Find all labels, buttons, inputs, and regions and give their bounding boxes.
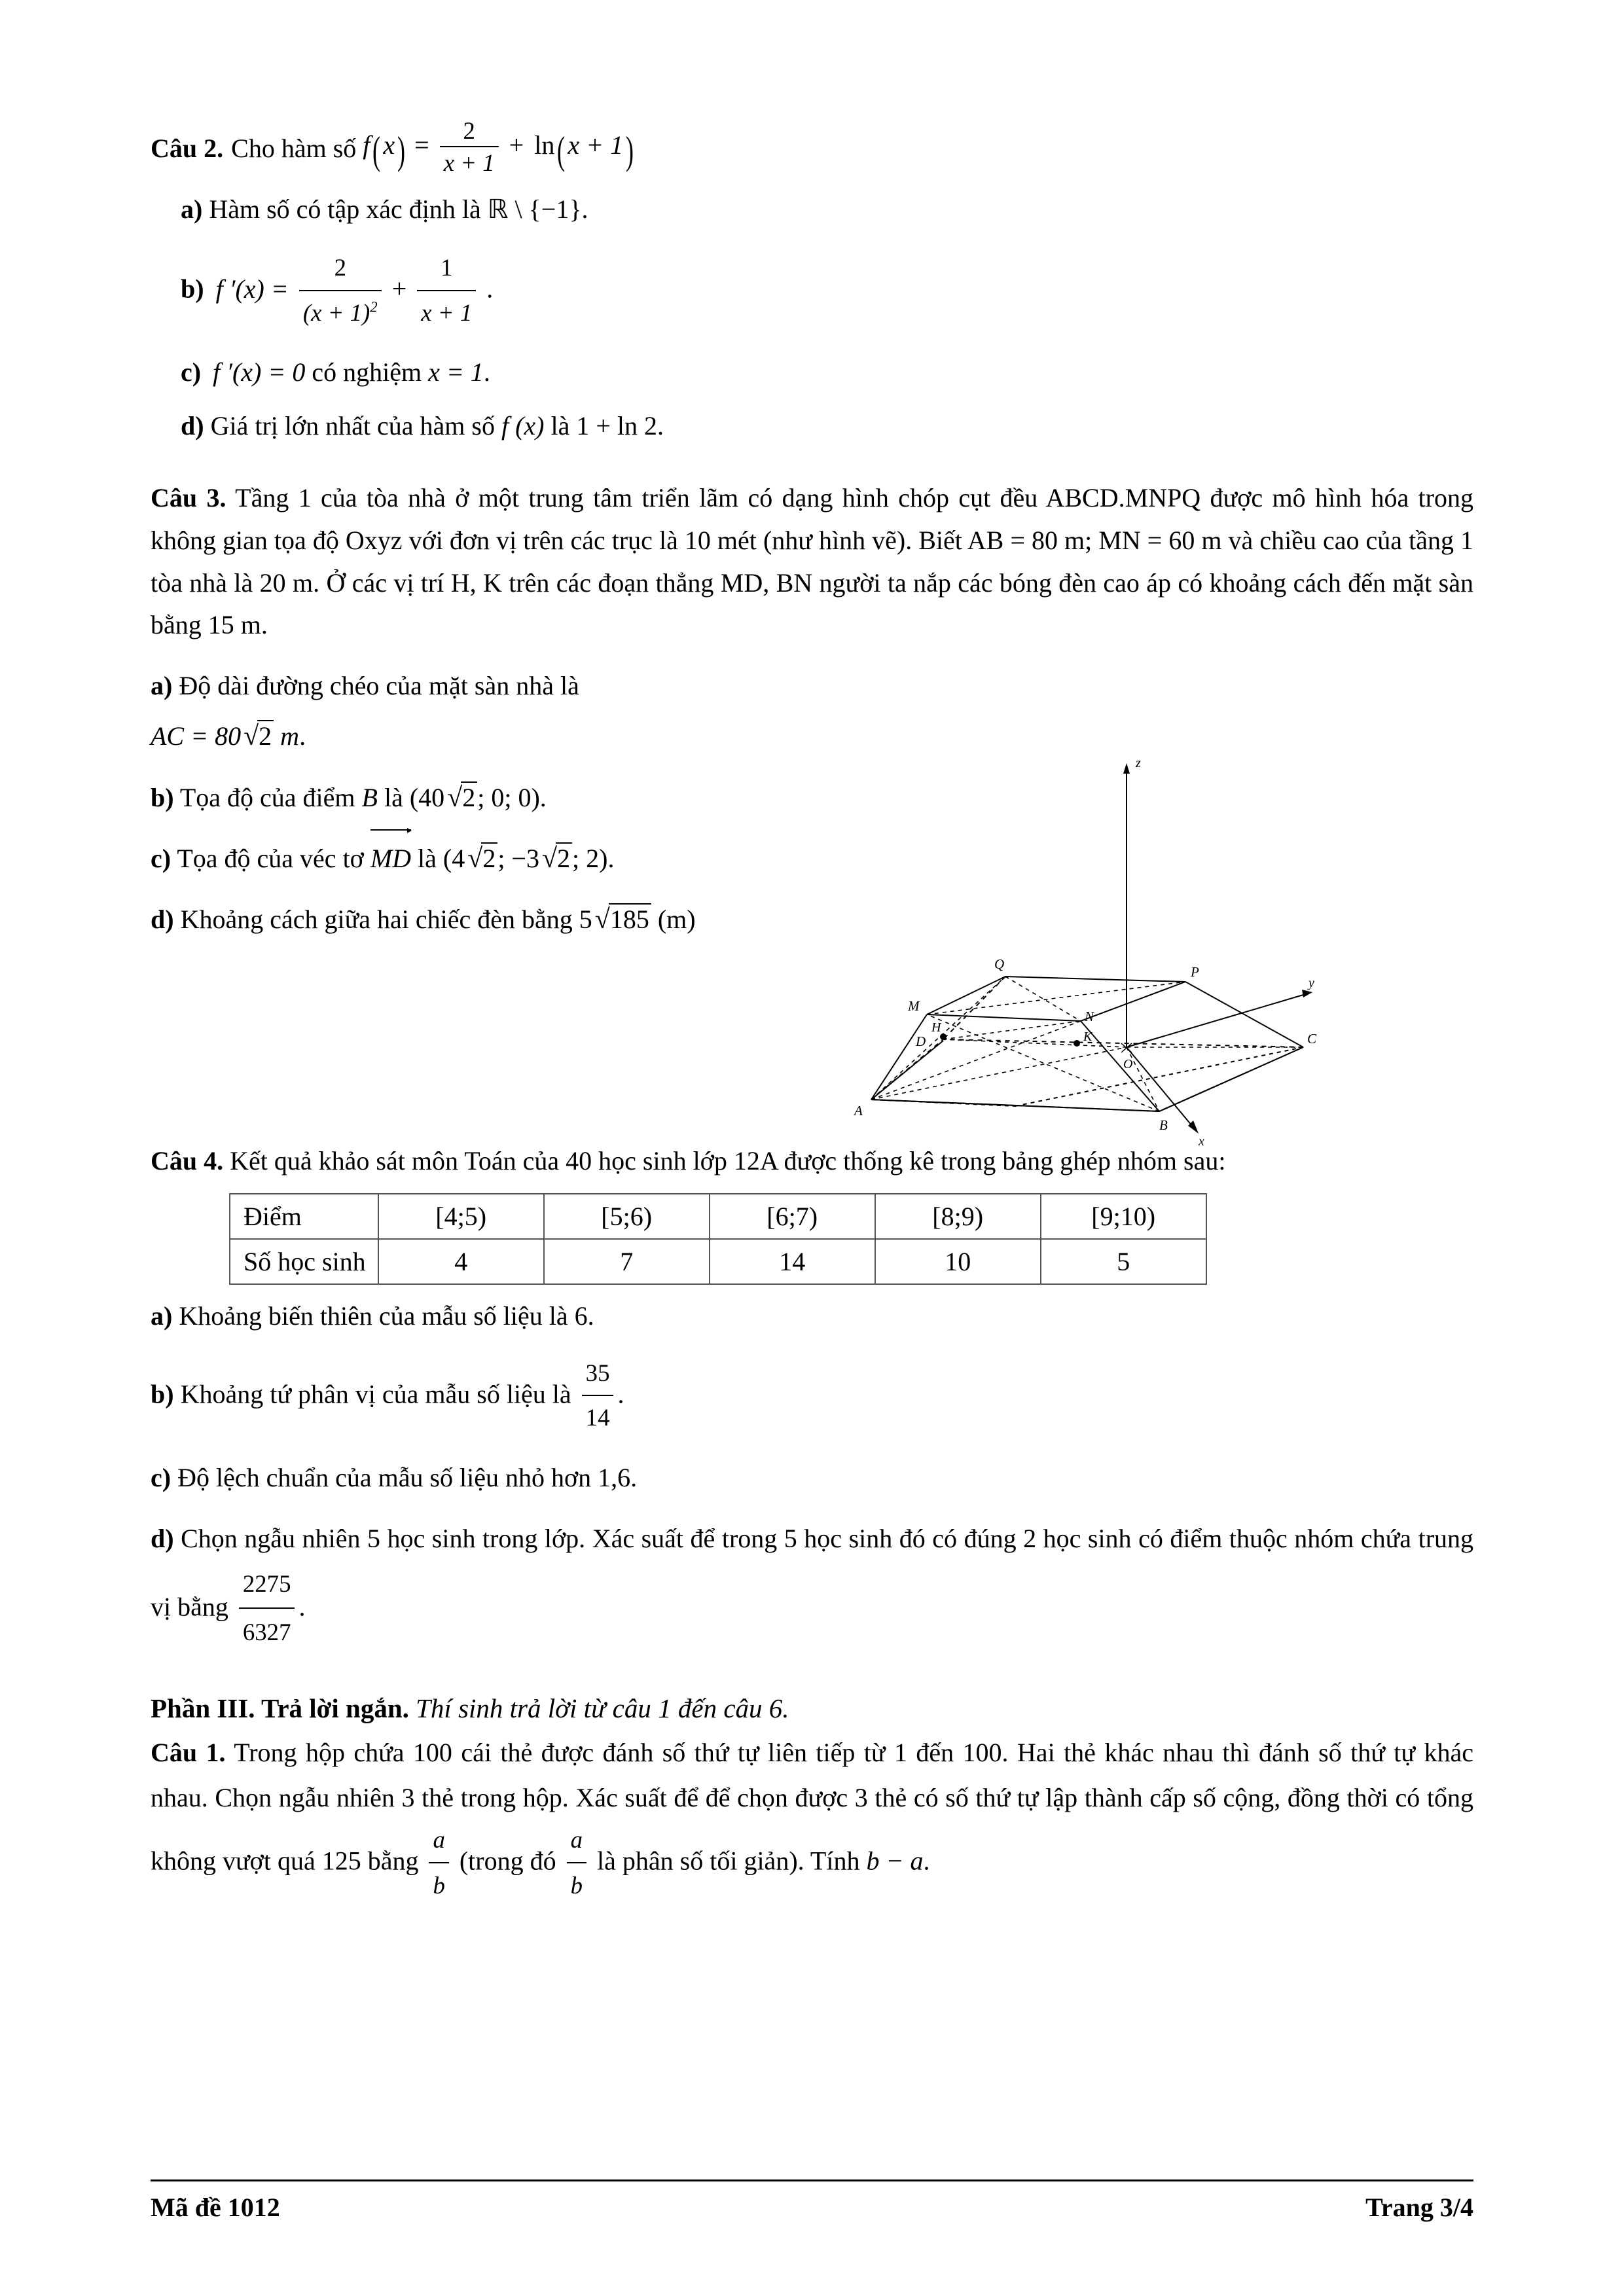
question-2-option-a xyxy=(181,187,1473,232)
q3-option-a-label: a) xyxy=(151,671,173,701)
unit-m: m xyxy=(280,721,300,751)
question-3-option-a xyxy=(151,664,923,708)
question-4-option-c xyxy=(151,1456,1473,1500)
question-3-paragraph xyxy=(151,477,1473,647)
interval-cell-4: [9;10) xyxy=(1041,1194,1206,1239)
q3b-coord-post: ; 0; 0) xyxy=(477,782,540,812)
part-3-question-1 xyxy=(151,1731,1473,1907)
q3c-coord-post: ; 2) xyxy=(572,844,608,874)
question-3-label: Câu 3. xyxy=(151,483,226,513)
question-2-option-c xyxy=(181,350,1473,395)
option-a-set: ℝ \ {−1} xyxy=(487,194,582,224)
ln-operator: ln xyxy=(534,130,555,160)
question-2-formula: f(x) = $\frac{2}{x + 1}$ + ln(x + 1) xyxy=(363,117,634,176)
question-3-option-a-formula xyxy=(151,713,923,760)
q3-option-d-label: d) xyxy=(151,905,174,935)
q3-option-b-text: Tọa độ của điểm xyxy=(179,782,355,812)
q4-option-d-label: d) xyxy=(151,1523,174,1553)
plus-sign-2: + xyxy=(391,274,407,304)
option-c-period: . xyxy=(483,357,490,387)
q4c-period: . xyxy=(630,1462,638,1492)
q4-option-b-label: b) xyxy=(151,1379,174,1409)
fraction-a-over-b-2: $\frac{a}{b}$ xyxy=(567,1819,586,1906)
svg-text:M: M xyxy=(908,998,920,1014)
derivative-fraction-2: $\frac{1}{x + 1}$ xyxy=(417,247,476,333)
count-cell-3: 10 xyxy=(875,1239,1041,1284)
q3-option-b-label: b) xyxy=(151,782,174,812)
question-4-option-a xyxy=(151,1294,1473,1338)
option-b-label: b) xyxy=(181,274,204,304)
frustum-3d-diagram xyxy=(845,733,1500,1270)
q3-point-b: B xyxy=(361,782,378,812)
q4-option-a-label: a) xyxy=(151,1300,173,1331)
q3-option-a-text: Độ dài đường chéo của mặt sàn nhà là xyxy=(179,671,579,701)
q3a-period: . xyxy=(299,721,306,751)
question-2-stem: Cho hàm số xyxy=(231,133,357,163)
q3d-unit: (m) xyxy=(657,905,696,935)
q3c-coord-mid: ; −3 xyxy=(497,844,539,874)
ac-expression: AC = 80 xyxy=(151,721,242,751)
q4-option-c-text: Độ lệch chuẩn của mẫu số liệu nhỏ hơn xyxy=(177,1462,592,1492)
part-3-q1-text2: (trong đó xyxy=(459,1846,556,1876)
svg-text:D: D xyxy=(916,1033,926,1049)
function-name: f xyxy=(363,130,370,160)
interval-cell-2: [6;7) xyxy=(710,1194,875,1239)
q4c-value: 1,6 xyxy=(598,1462,631,1492)
sqrt-2: √2 xyxy=(241,713,274,760)
q4d-period: . xyxy=(298,1591,306,1621)
fraction-2275-over-6327: $\frac{2275}{6327}$ xyxy=(239,1562,295,1655)
count-cell-2: 14 xyxy=(710,1239,875,1284)
q3-option-b-text2: là xyxy=(384,782,403,812)
svg-text:Q: Q xyxy=(994,956,1005,972)
interval-cell-0: [4;5) xyxy=(378,1194,544,1239)
interval-cell-3: [8;9) xyxy=(875,1194,1041,1239)
sqrt-2-c2: √2 xyxy=(539,836,572,882)
svg-text:z: z xyxy=(1136,756,1141,770)
option-c-text: có nghiệm xyxy=(312,357,422,387)
svg-text:A: A xyxy=(854,1103,863,1119)
fraction-35-over-14: $\frac{35}{14}$ xyxy=(582,1353,614,1439)
question-4-option-d xyxy=(151,1515,1473,1656)
svg-text:H: H xyxy=(931,1020,941,1035)
q3b-period: . xyxy=(539,782,547,812)
part-3-q1-period: . xyxy=(923,1846,930,1876)
sqrt-2-b: √2 xyxy=(444,775,477,821)
part-3-q1-text3: là phân số tối giản). Tính xyxy=(597,1846,860,1876)
part-3-heading xyxy=(151,1693,1473,1724)
count-cell-0: 4 xyxy=(378,1239,544,1284)
svg-text:N: N xyxy=(1085,1009,1094,1024)
question-3-option-d xyxy=(151,897,923,943)
page-footer xyxy=(151,2179,1473,2223)
plus-sign: + xyxy=(509,130,524,160)
q4-option-c-label: c) xyxy=(151,1462,171,1492)
question-4-option-b xyxy=(151,1354,1473,1440)
question-4-text: Kết quả khảo sát môn Toán của 40 học sinh lớp 12A được thống kê trong bảng ghép nhóm sau: xyxy=(230,1145,1226,1175)
q3-option-c-text: Tọa độ của véc tơ xyxy=(177,844,364,874)
question-3-option-b xyxy=(151,775,923,821)
q4-option-d-text: Chọn ngẫu nhiên 5 học sinh trong lớp. Xác suất để trong 5 học sinh đó có đúng 2 học sinh có điểm thuộc nhóm chứa trung vị bằng xyxy=(151,1523,1474,1621)
option-d-value: 1 + ln 2 xyxy=(576,411,658,441)
function-var: x xyxy=(383,130,395,160)
ln-argument: x + 1 xyxy=(568,130,624,160)
option-a-text: Hàm số có tập xác định là xyxy=(209,194,481,224)
q3d-value-pre: 5 xyxy=(579,905,592,935)
sqrt-2-c1: √2 xyxy=(465,836,497,882)
svg-text:C: C xyxy=(1307,1031,1317,1047)
question-2-option-b xyxy=(181,249,1473,334)
option-c-label: c) xyxy=(181,357,202,387)
svg-text:O: O xyxy=(1123,1057,1133,1071)
derivative-fraction-1: $\frac{2}{(x + 1)^2}$ xyxy=(299,247,382,333)
part-3-q1-expr: b − a xyxy=(866,1846,924,1876)
sqrt-185: √185 xyxy=(592,897,651,943)
svg-text:y: y xyxy=(1308,976,1314,990)
q3c-period: . xyxy=(607,844,615,874)
fraction-a-over-b-1: $\frac{a}{b}$ xyxy=(429,1819,448,1906)
count-cell-4: 5 xyxy=(1041,1239,1206,1284)
exam-code: Mã đề 1012 xyxy=(151,2193,280,2222)
derivative-expression: f ′(x) = xyxy=(215,274,289,304)
option-d-function: f (x) xyxy=(501,411,545,441)
option-c-equation: f ′(x) = 0 xyxy=(213,357,306,387)
question-4-label: Câu 4. xyxy=(151,1145,224,1175)
svg-text:K: K xyxy=(1083,1030,1092,1044)
part-3-subtitle: Thí sinh trả lời từ câu 1 đến câu 6. xyxy=(416,1693,789,1723)
option-d-text: Giá trị lớn nhất của hàm số xyxy=(210,411,495,441)
part-3-title: Phần III. Trả lời ngắn. xyxy=(151,1693,409,1723)
q3-option-d-text: Khoảng cách giữa hai chiếc đèn bằng xyxy=(180,905,573,935)
option-a-label: a) xyxy=(181,194,203,224)
q3c-coord-pre: (4 xyxy=(442,844,465,874)
question-3-text: Tầng 1 của tòa nhà ở một trung tâm triển lãm có dạng hình chóp cụt đều ABCD.MNPQ được mô hình hóa trong không gian tọa độ Oxyz với đơn vị trên các trục là 10 mét (như hình vẽ). Biết AB = 80 m; MN = 60 m và chiều cao của tầng 1 tòa nhà là 20 m. Ở các vị trí H, K trên các đoạn thẳng MD, BN người ta nắp các bóng đèn cao áp có khoảng cách đến mặt sàn bằng 15 m. xyxy=(151,483,1473,640)
option-c-root: x = 1 xyxy=(428,357,484,387)
interval-cell-1: [5;6) xyxy=(544,1194,710,1239)
fraction-2-over-x-plus-1: $\frac{2}{x + 1}$ xyxy=(440,117,499,177)
option-d-label: d) xyxy=(181,411,204,441)
q3-option-c-label: c) xyxy=(151,844,171,874)
svg-text:x: x xyxy=(1199,1134,1204,1149)
question-2-heading xyxy=(151,118,1473,178)
q3b-coord-pre: (40 xyxy=(409,782,445,812)
row-header-sohocsinh: Số học sinh xyxy=(230,1239,378,1284)
option-b-period: . xyxy=(486,274,494,304)
vector-md: MD xyxy=(370,836,411,881)
svg-text:P: P xyxy=(1191,964,1199,980)
part-3-q1-text: Trong hộp chứa 100 cái thẻ được đánh số thứ tự liên tiếp từ 1 đến 100. Hai thẻ khác nhau thì đánh số thứ tự khác nhau. Chọn ngẫu nhiên 3 thẻ trong hộp. Xác suất để để chọn được 3 thẻ có số thứ tự lập thành cấp số cộng, đồng thời có tổng không vượt quá 125 bằng xyxy=(151,1737,1473,1876)
count-cell-1: 7 xyxy=(544,1239,710,1284)
q3-option-c-text2: là xyxy=(418,844,437,874)
q4-option-b-text: Khoảng tứ phân vị của mẫu số liệu là xyxy=(180,1379,571,1409)
q4b-period: . xyxy=(617,1379,624,1409)
option-d-text2: là xyxy=(550,411,570,441)
page-number: Trang 3/4 xyxy=(1365,2193,1473,2222)
option-a-period: . xyxy=(581,194,588,224)
option-d-period: . xyxy=(657,411,664,441)
question-2-label: Câu 2. xyxy=(151,133,224,163)
row-header-diem: Điểm xyxy=(230,1194,378,1239)
question-3-option-c xyxy=(151,836,923,882)
part-3-q1-label: Câu 1. xyxy=(151,1737,226,1767)
question-2-option-d xyxy=(181,404,1473,448)
svg-text:B: B xyxy=(1159,1117,1168,1133)
q4-option-a-text: Khoảng biến thiên của mẫu số liệu là 6. xyxy=(179,1300,594,1331)
